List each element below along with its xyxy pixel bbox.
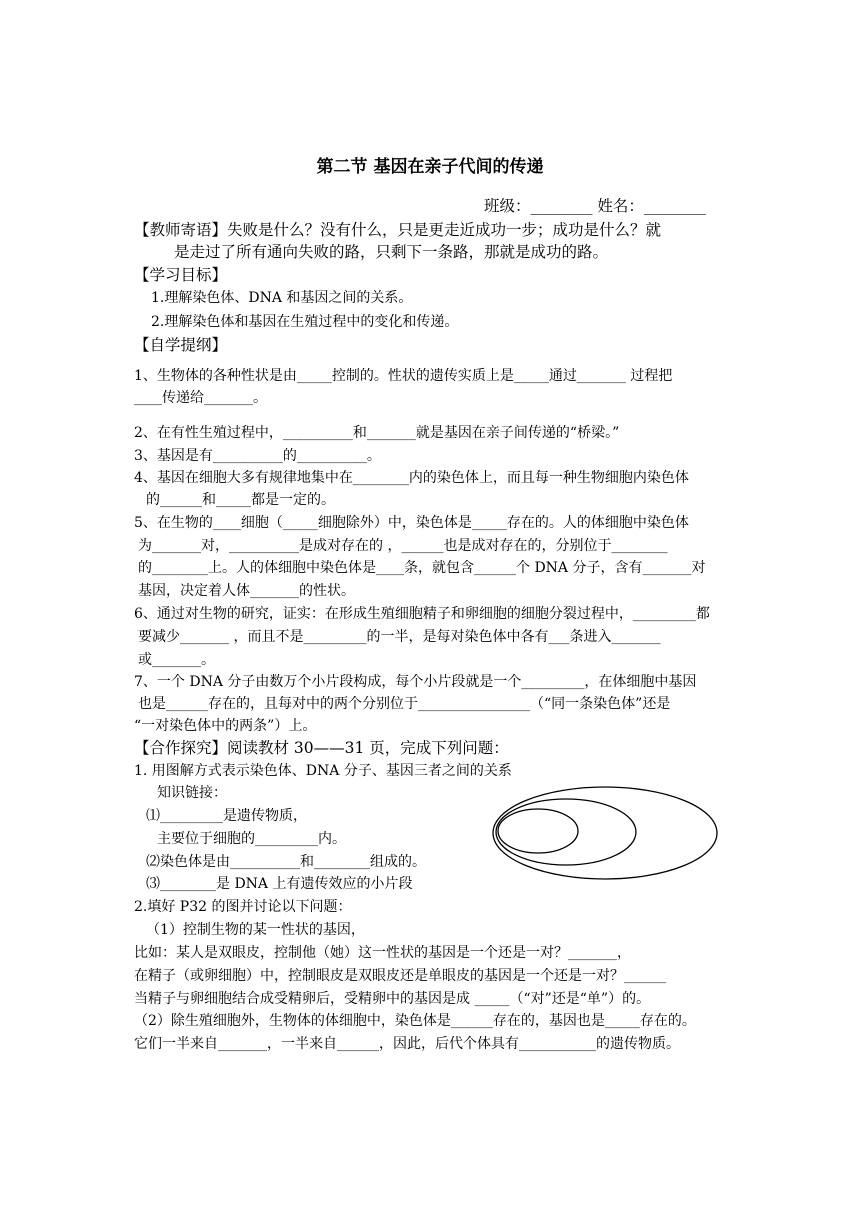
outline-heading: 【自学提纲】 xyxy=(134,336,228,354)
nested-ellipses-diagram xyxy=(492,786,718,880)
outline-line: 1、生物体的各种性状是由_____控制的。性状的遗传实质上是_____通过_______ 过程把 xyxy=(134,368,673,384)
inner-ellipse xyxy=(498,809,578,853)
explore-heading: 【合作探究】阅读教材 30——31 页，完成下列问题： xyxy=(134,739,509,757)
explore-question-1: 1. 用图解方式表示染色体、DNA 分子、基因三者之间的关系 xyxy=(134,763,512,779)
discussion-line: 当精子与卵细胞结合成受精卵后，受精卵中的基因是成 _____（“对”还是“单”）的。 xyxy=(134,991,651,1007)
outline-line: 要减少_______ ，而且不是_________的一半，是每对染色体中各有___条进入_______ xyxy=(138,629,661,645)
knowledge-item: ⑶________是 DNA 上有遗传效应的小片段 xyxy=(146,876,413,892)
outline-line: “一对染色体中的两条”）上。 xyxy=(134,718,317,734)
discussion-line: （1）控制生物的某一性状的基因， xyxy=(146,922,365,938)
knowledge-item: 主要位于细胞的_________内。 xyxy=(157,831,346,847)
outline-line: 也是______存在的，且每对中的两个分别位于________________（“同一条染色体”还是 xyxy=(138,696,671,712)
class-name-line: 班级：________ 姓名：________ xyxy=(484,197,706,215)
goal-item: 2.理解染色体和基因在生殖过程中的变化和传递。 xyxy=(151,314,459,330)
goals-heading: 【学习目标】 xyxy=(134,266,228,284)
explore-question-2: 2.填好 P32 的图并讨论以下问题： xyxy=(134,899,352,915)
middle-ellipse xyxy=(496,799,636,865)
outline-line: 6、通过对生物的研究，证实：在形成生殖细胞精子和卵细胞的细胞分裂过程中，_________都 xyxy=(134,606,710,622)
outline-line: 或_______。 xyxy=(138,652,215,668)
discussion-line: 在精子（或卵细胞）中，控制眼皮是双眼皮还是单眼皮的基因是一个还是一对？______ xyxy=(134,968,666,984)
outline-line: 7、一个 DNA 分子由数万个小片段构成，每个小片段就是一个_________，在体细胞中基因 xyxy=(134,674,697,690)
outline-line: 2、在有性生殖过程中，__________和_______就是基因在亲子间传递的“桥梁。” xyxy=(134,425,620,441)
knowledge-item: ⑴_________是遗传物质， xyxy=(146,808,307,824)
discussion-line: 它们一半来自_______，一半来自______，因此，后代个体具有___________的遗传物质。 xyxy=(134,1036,680,1052)
outline-line: 3、基因是有__________的__________。 xyxy=(134,448,381,464)
outline-line: 为_______对，__________是成对存在的 ，______也是成对存在的，分别位于________ xyxy=(138,538,668,554)
knowledge-item: ⑵染色体是由__________和________组成的。 xyxy=(146,854,426,870)
outline-line: ____传递给_______。 xyxy=(134,390,267,406)
outline-line: 的______和_____都是一定的。 xyxy=(146,492,335,508)
outline-line: 基因，决定着人体_______的性状。 xyxy=(138,583,355,599)
outer-ellipse xyxy=(493,787,717,879)
teacher-words-line2: 是走过了所有通向失败的路，只剩下一条路，那就是成功的路。 xyxy=(174,243,609,261)
outline-line: 4、基因在细胞大多有规律地集中在________内的染色体上，而且每一种生物细胞内染色体 xyxy=(134,470,689,486)
knowledge-link-label: 知识链接： xyxy=(157,785,227,801)
discussion-line: （2）除生殖细胞外，生物体的体细胞中，染色体是______存在的，基因也是_____存在的。 xyxy=(134,1013,696,1029)
outline-line: 的________上。人的体细胞中染色体是____条，就包含______个 DNA 分子，含有_______对 xyxy=(138,560,706,576)
outline-line: 5、在生物的____细胞（_____细胞除外）中，染色体是_____存在的。人的体细胞中染色体 xyxy=(134,515,689,531)
goal-item: 1.理解染色体、DNA 和基因之间的关系。 xyxy=(151,290,413,306)
discussion-line: 比如：某人是双眼皮，控制他（她）这一性状的基因是一个还是一对？_______， xyxy=(134,945,631,961)
page-title: 第二节 基因在亲子代间的传递 xyxy=(316,157,544,177)
teacher-words-line1: 【教师寄语】失败是什么？没有什么，只是更走近成功一步；成功是什么？就 xyxy=(134,221,662,239)
